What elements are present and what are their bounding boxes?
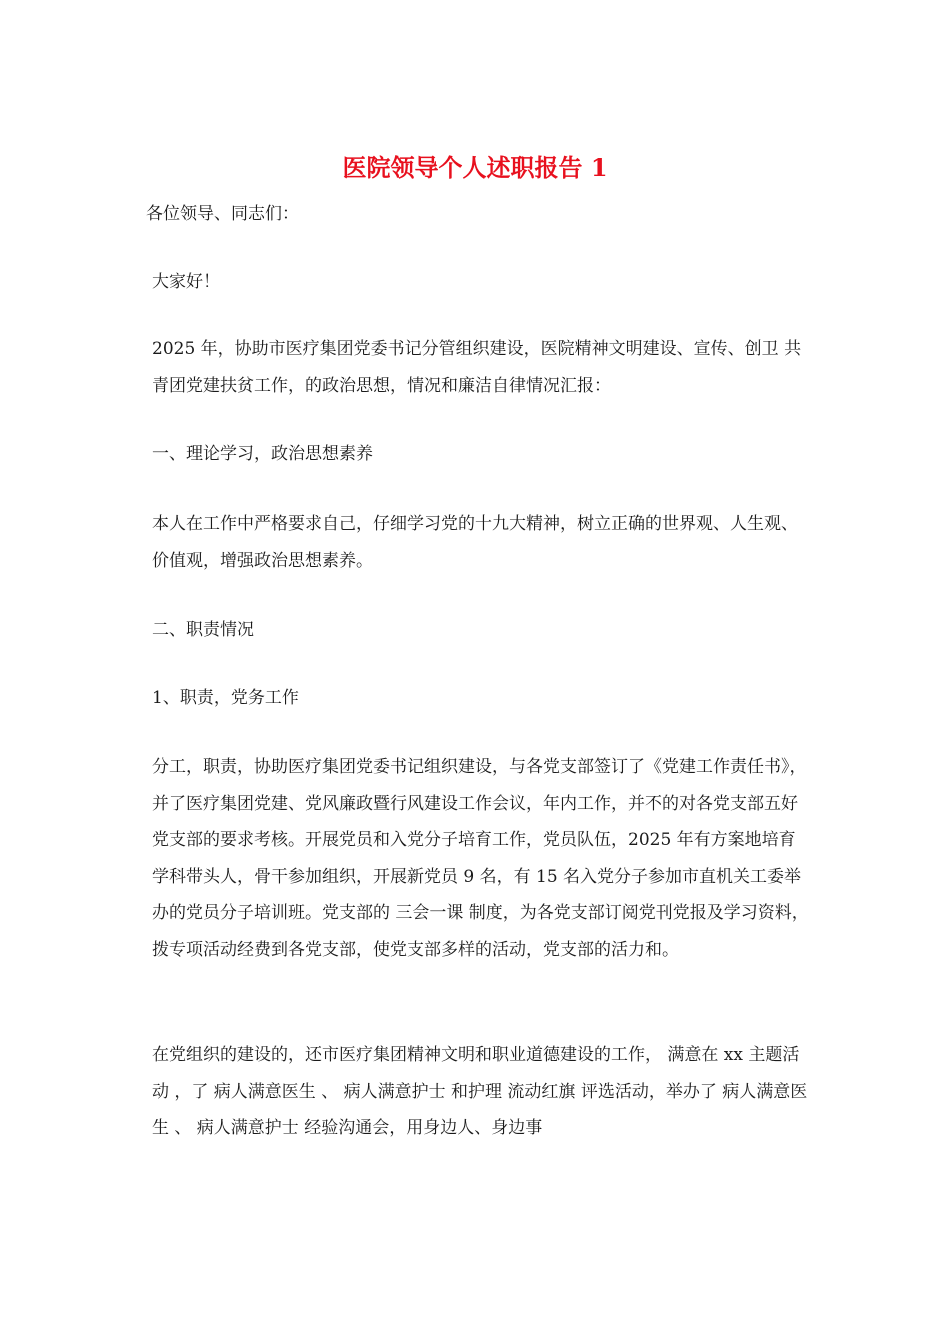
section-2-body-1: 分工，职责，协助医疗集团党委书记组织建设，与各党支部签订了《党建工作责任书》，并了医疗集团党建、党风廉政暨行风建设工作会议，年内工作，并不的对各党支部五好党支部的要求考核。开展党员和入党分子培育工作，党员队伍，2025 年有方案地培育学科带头人，骨干参加组织，开展新党员 9 名，有 15 名入党分子参加市直机关工委举办的党员分子培训班。党支部的 三会一课 制度，为各党支部订阅党刊党报及学习资料，拨专项活动经费到各党支部，使党支部多样的活动，党支部的活力和。 — [152, 757, 809, 960]
document-title: 医院领导个人述职报告 1 — [342, 153, 608, 182]
section-1-body: 本人在工作中严格要求自己，仔细学习党的十九大精神，树立正确的世界观、人生观、价值观，增强政治思想素养。 — [152, 514, 798, 571]
salutation: 各位领导、同志们： — [146, 204, 299, 224]
section-2-subheading-1: 1、职责，党务工作 — [152, 688, 299, 708]
section-2-body-2: 在党组织的建设的，还市医疗集团精神文明和职业道德建设的工作， 满意在 xx 主题活动 ，了 病人满意医生 、 病人满意护士 和护理 流动红旗 评选活动，举办了 病人满意医生 、 病人满意护士 经验沟通会，用身边人、身边事 — [152, 1045, 808, 1138]
section-2-heading: 二、职责情况 — [152, 620, 254, 640]
section-1-heading: 一、理论学习，政治思想素养 — [152, 444, 373, 464]
greeting: 大家好！ — [152, 272, 220, 292]
intro-paragraph: 2025 年，协助市医疗集团党委书记分管组织建设，医院精神文明建设、宣传、创卫 共青团党建扶贫工作，的政治思想，情况和廉洁自律情况汇报： — [152, 339, 802, 396]
